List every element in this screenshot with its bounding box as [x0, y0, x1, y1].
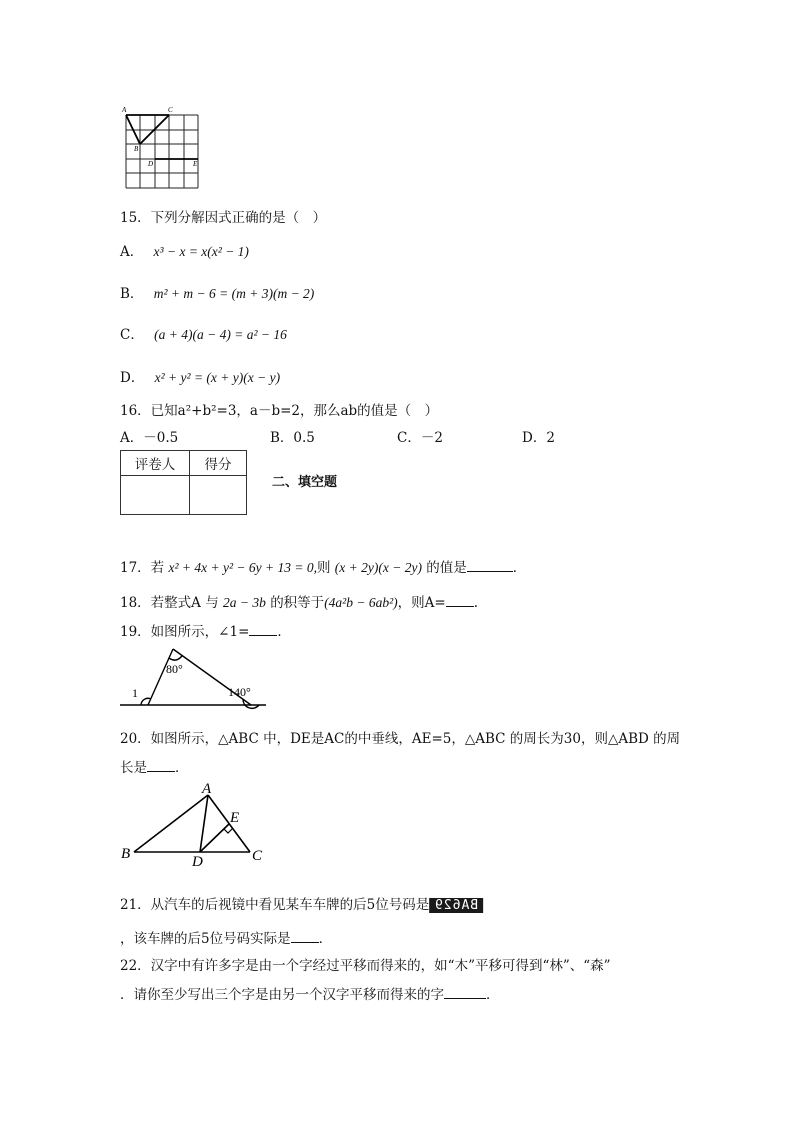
q20-answer-blank[interactable] [147, 759, 175, 772]
grid-figure [118, 104, 208, 190]
q19 [120, 620, 291, 640]
right-angle-mark [224, 828, 233, 833]
q18-end: . [473, 595, 478, 611]
q17-end: ． [512, 560, 527, 576]
q22-answer-blank[interactable] [444, 986, 486, 999]
q19-end: ． [277, 624, 291, 640]
score-header-score: 得分 [190, 451, 247, 476]
q21-text2: ，该车牌的后5位号码实际是 [120, 931, 291, 947]
q17-expr2: (x + 2y)(x − 2y) [334, 560, 422, 575]
option-label: B． [120, 286, 144, 302]
angle-label-top: 80° [166, 662, 183, 676]
triangle-figure [118, 782, 268, 868]
q15-option-b[interactable] [120, 282, 314, 302]
score-cell-grader[interactable] [121, 476, 190, 515]
q17-middle: 则 [316, 560, 331, 576]
score-header-grader: 评卷人 [121, 451, 190, 476]
q17-suffix: 的值是 [426, 560, 467, 576]
q15-stem: 15．下列分解因式正确的是（ ） [120, 210, 327, 226]
q16-option-a[interactable]: A．－0.5 [120, 430, 179, 446]
q17 [120, 556, 526, 576]
left-side [148, 649, 173, 705]
q21-line1 [120, 893, 483, 913]
option-expr: x³ − x = x(x² − 1) [153, 244, 249, 259]
vertex-label-c: C [252, 848, 263, 864]
grid-label-d: D [148, 160, 154, 168]
section-title: 二、填空题 [272, 475, 338, 490]
q21-text: 21．从汽车的后视镜中看见某车车牌的后5位号码是 [120, 897, 430, 913]
q18 [120, 591, 478, 611]
q22-line1: 22．汉字中有许多字是由一个字经过平移而得来的，如“木”平移可得到“林”、“森” [120, 958, 611, 974]
vertex-label-a: A [202, 782, 212, 797]
grid-label-b: B [134, 145, 139, 153]
option-expr: x² + y² = (x + y)(x − y) [154, 370, 281, 385]
mirrored-license-plate: BA629 [429, 898, 483, 913]
angle-label-1: 1 [132, 686, 138, 700]
score-cell-score[interactable] [190, 476, 247, 515]
q17-answer-blank[interactable] [467, 559, 513, 572]
q21-answer-blank[interactable] [291, 930, 319, 943]
q16-option-c[interactable]: C．－2 [397, 430, 443, 446]
q18-answer-blank[interactable] [446, 594, 474, 607]
q18-expr2: (4a²b − 6ab²) [324, 595, 398, 610]
q19-answer-blank[interactable] [249, 623, 277, 636]
q18-middle: 的积等于 [270, 595, 325, 611]
angle-figure [118, 644, 268, 710]
top-angle-arc [169, 656, 182, 660]
q15-option-c[interactable] [120, 323, 287, 343]
q20-end: ． [175, 760, 189, 776]
q22-text: ．请你至少写出三个字是由另一个汉字平移而得来的字 [120, 987, 444, 1003]
q19-text: 19．如图所示，∠1= [120, 624, 250, 640]
grid-label-c: C [168, 106, 173, 114]
q22-end: ． [486, 987, 500, 1003]
vertex-label-b: B [121, 846, 131, 862]
angle-label-right: 140° [228, 685, 251, 699]
q15-option-a[interactable] [120, 240, 249, 260]
q21-line2 [120, 927, 332, 947]
q16-option-b[interactable]: B．0.5 [270, 430, 315, 446]
vertex-label-d: D [192, 854, 203, 868]
q20-line2 [120, 756, 189, 776]
q21-end: ． [318, 931, 333, 947]
q22-line2 [120, 983, 500, 1003]
q17-prefix: 17．若 [120, 560, 165, 576]
option-expr: (a + 4)(a − 4) = a² − 16 [154, 327, 287, 342]
q16-option-d[interactable]: D．2 [522, 430, 555, 446]
q18-expr: 2a − 3b [223, 595, 266, 610]
side-ac [208, 795, 250, 852]
side-ab [134, 795, 208, 852]
option-expr: m² + m − 6 = (m + 3)(m − 2) [153, 286, 315, 301]
score-table [120, 450, 247, 515]
segment-de [200, 824, 229, 852]
q20-line1: 20．如图所示，△ABC 中，DE是AC的中垂线，AE=5，△ABC 的周长为30，则△ABD 的周 [120, 731, 681, 747]
q17-expr: x² + 4x + y² − 6y + 13 = 0, [168, 560, 317, 575]
q16-stem: 16．已知a²+b²=3，a－b=2，那么ab的值是（ ） [120, 403, 439, 419]
vertex-label-e: E [230, 810, 240, 826]
option-label: D． [120, 370, 145, 386]
option-label: C． [120, 327, 144, 343]
q15-option-d[interactable] [120, 366, 280, 386]
q18-prefix: 18．若整式A 与 [120, 595, 219, 611]
grid-label-e: E [193, 160, 198, 168]
segment-ad [200, 795, 208, 852]
q18-suffix: ，则A= [397, 595, 446, 611]
q20-line2-text: 长是 [120, 760, 147, 776]
grid-label-a: A [122, 106, 127, 114]
option-label: A． [120, 244, 144, 260]
